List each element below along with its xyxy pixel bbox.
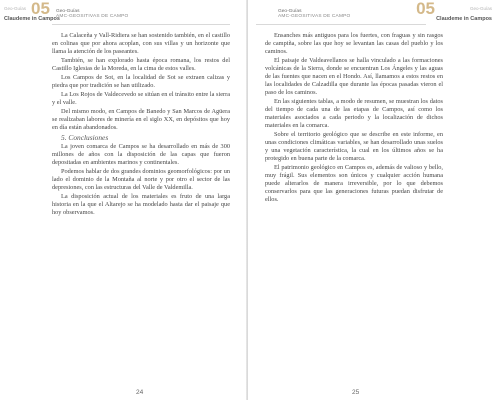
paragraph: Podemos hablar de dos grandes dominios geomorfológicos: por un lado el dominio de la Montaña al norte y por otro el sector de las depresiones, con las estructuras del Valle de Valdemilla. bbox=[52, 168, 230, 191]
running-header bbox=[278, 9, 350, 19]
paragraph: La disposición actual de los materiales es fruto de una larga historia en la que el Altarejo se ha modelado hasta dar el paisaje que hoy observamos. bbox=[52, 193, 230, 216]
body-text bbox=[52, 32, 230, 217]
header-rule bbox=[52, 24, 230, 25]
body-text bbox=[265, 32, 443, 204]
series-logo bbox=[4, 0, 60, 22]
page-number: 24 bbox=[136, 389, 144, 396]
page-number: 25 bbox=[352, 389, 360, 396]
logo-number: 05 bbox=[416, 0, 435, 18]
left-page bbox=[0, 0, 247, 400]
paragraph: Sobre el territorio geológico que se describe en este informe, en unas condiciones climáticas variables, se han desarrollado unas suelos y una vegetación característica, la cual en los últimos años se ha protegido en buena parte de la comarca. bbox=[265, 131, 443, 162]
page-header bbox=[4, 0, 224, 26]
series-title: Claudeme in Campos bbox=[436, 16, 492, 22]
right-page bbox=[248, 0, 495, 400]
running-title: Geo-Guías bbox=[56, 9, 80, 14]
paragraph: El paisaje de Valdeavellanos se halla vinculado a las formaciones volcánicas de la Sierra, donde se encuentran Los Ángeles y las aguas de las fuentes que nacen en el Hondo. Así, llamamos a estos restos en las localidades de Calzadilla que durante las épocas pasadas vieron el paso de los caminos. bbox=[265, 57, 443, 96]
paragraph: En las siguientes tablas, a modo de resumen, se muestran los datos del tiempo de cada una de las etapas de Campos, así como los materiales asociados a cada periodo y la localización de dichos materiales en la comarca. bbox=[265, 98, 443, 129]
paragraph: La Los Rojos de Valdecevedo se sitúan en el tránsito entre la sierra y el valle. bbox=[52, 91, 230, 106]
paragraph: La Calaceña y Vall-Ridiera se han sostenido también, en el castillo en colinas que por ahora acoplan, con sus villas y un horizonte que llama la atención de los paseantes. bbox=[52, 32, 230, 55]
page-header bbox=[270, 0, 492, 26]
running-title: Geo-Guías bbox=[278, 9, 302, 14]
logo-label: Geo-Guías bbox=[4, 6, 27, 11]
paragraph: El patrimonio geológico en Campos es, además de valioso y bello, muy frágil. Sus elementos son únicos y cualquier acción humana puede alterarlos de manera irreversible, por lo que debemos conservarlos para que las generaciones futuras puedan disfrutar de ellos. bbox=[265, 164, 443, 203]
header-rule bbox=[256, 24, 426, 25]
series-title: Claudeme in Campos bbox=[4, 16, 60, 22]
paragraph: La joven comarca de Campos se ha desarrollado en más de 300 millones de años con la disposición de las capas que fueron depositadas en ambientes marinos y continentales. bbox=[52, 143, 230, 166]
running-subtitle: AMC-GEOSITIVAS DE CAMPO bbox=[56, 14, 129, 19]
paragraph: Ensanches más antiguos para los fuertes, con fraguas y sin rasgos de campiña, sobre las que hoy se levantan las casas del pueblo y los caminos. bbox=[265, 32, 443, 55]
logo-label: Geo-Guías bbox=[469, 6, 492, 11]
section-heading: 5. Conclusiones bbox=[61, 133, 109, 142]
running-subtitle: AMC-GEOSITIVAS DE CAMPO bbox=[278, 14, 351, 19]
paragraph: Del mismo modo, en Campos de Banedo y San Marcos de Agüera se realizaban labores de minería en el siglo XX, en depósitos que hoy en día están abandonados. bbox=[52, 108, 230, 131]
running-header bbox=[56, 9, 128, 19]
series-logo bbox=[416, 0, 492, 22]
paragraph: También, se han explorado hasta época romana, los restos del Castillo Iglesias de la Moreda, en la cima de estos valles. bbox=[52, 57, 230, 72]
paragraph: Los Campos de Sot, en la localidad de Sot se extraen calizas y piedra que por tradición se han utilizado. bbox=[52, 74, 230, 89]
logo-number: 05 bbox=[31, 0, 50, 18]
